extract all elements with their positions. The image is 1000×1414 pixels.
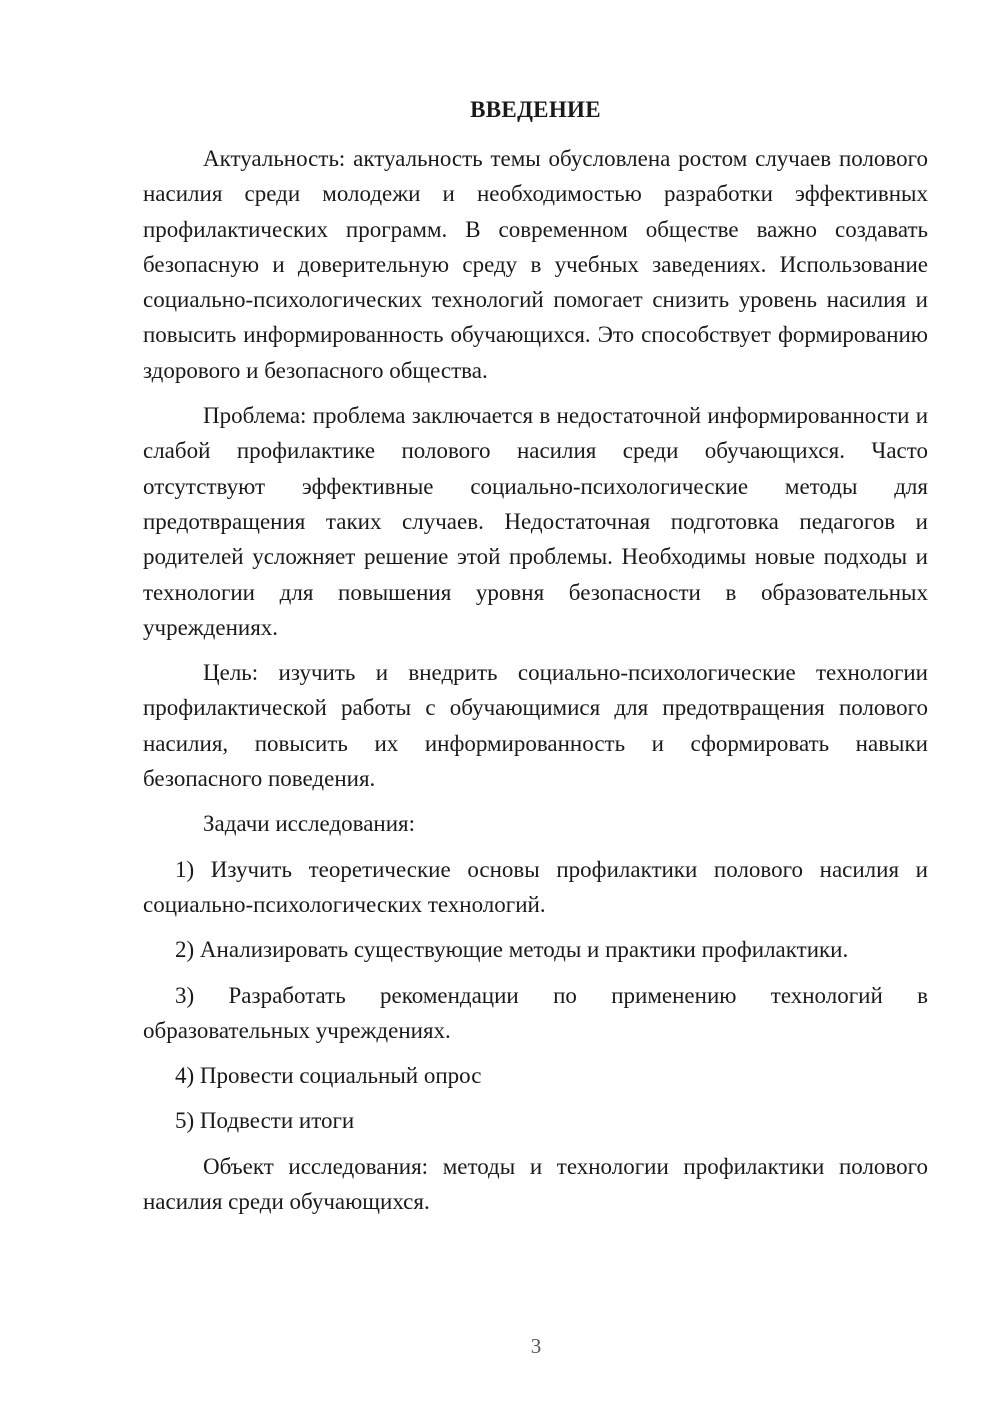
tasks-title: Задачи исследования:	[203, 811, 416, 837]
object-paragraph: Объект исследования: методы и технологии профилактики полового насилия среди обучающихся.	[143, 1153, 928, 1215]
relevance-paragraph: Актуальность: актуальность темы обусловлена ростом случаев полового насилия среди молодежи и необходимостью разработки эффективных профилактических программ. В современном обществе важно создавать безопасную и доверительную среду в учебных заведениях. Использование социально-психологических технологий помогает снизить уровень насилия и повысить информированность обучающихся. Это способствует формированию здорового и безопасного общества.	[143, 146, 928, 383]
problem-paragraph: Проблема: проблема заключается в недостаточной информированности и слабой профилактике полового насилия среди обучающихся. Часто отсутствуют эффективные социально-психологические методы для предотвращения таких случаев. Недостаточная подготовка педагогов и родителей усложняет решение этой проблемы. Необходимы новые подходы и технологии для повышения уровня безопасности в образовательных учреждениях.	[143, 403, 928, 640]
goal-paragraph: Цель: изучить и внедрить социально-психологические технологии профилактической работы с обучающимися для предотвращения полового насилия, повысить их информированность и сформировать навыки безопасного поведения.	[143, 660, 928, 792]
document-body	[143, 141, 928, 1219]
task-item-1: 1) Изучить теоретические основы профилактики полового насилия и социально-психологических технологий.	[143, 856, 928, 917]
task-item-4: 4) Провести социальный опрос	[175, 1063, 482, 1089]
page-number: 3	[530, 1334, 542, 1358]
page-title: ВВЕДЕНИЕ	[470, 97, 601, 122]
task-item-3: 3) Разработать рекомендации по применению технологий в образовательных учреждениях.	[143, 982, 928, 1043]
task-item-2: 2) Анализировать существующие методы и практики профилактики.	[175, 937, 849, 963]
task-item-5: 5) Подвести итоги	[175, 1108, 355, 1134]
